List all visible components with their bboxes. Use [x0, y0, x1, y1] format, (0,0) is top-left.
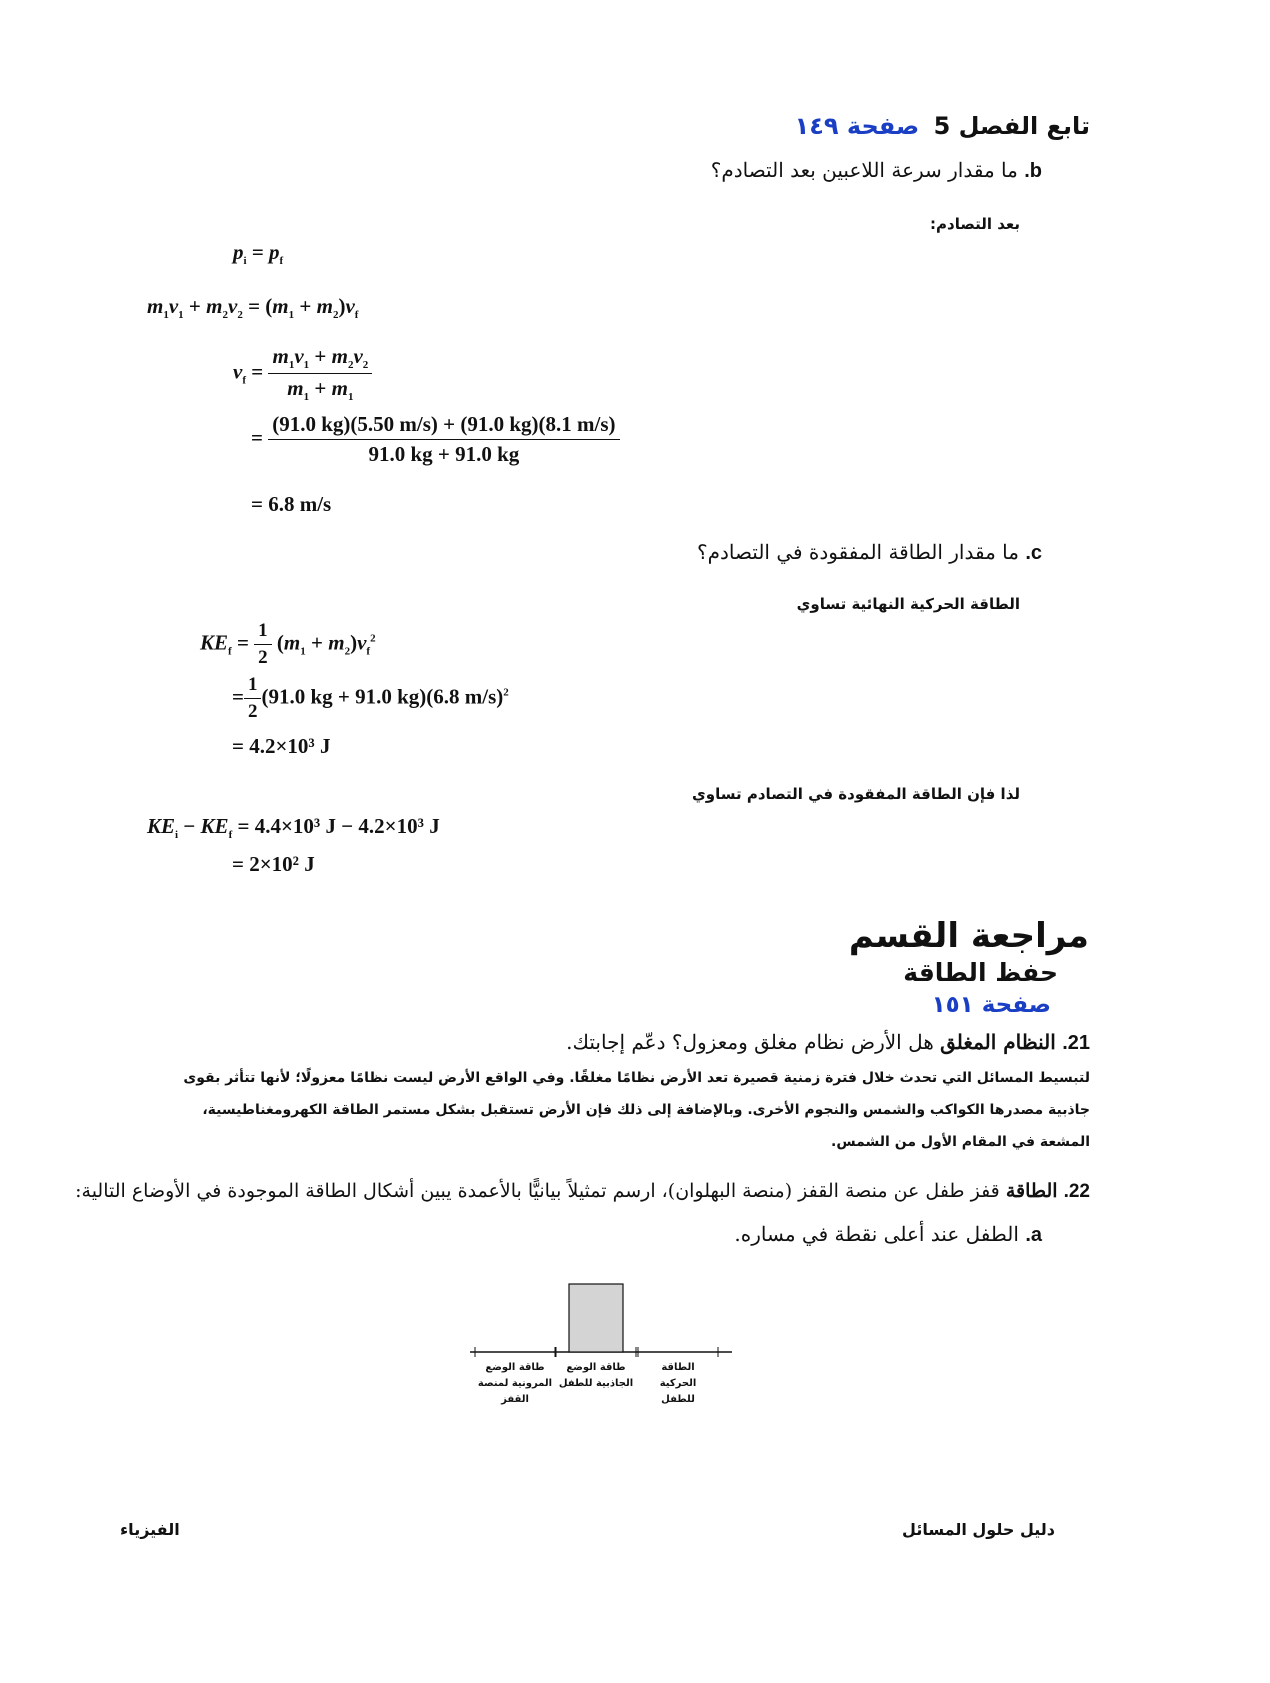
equation-momentum-expanded: $m_1v_1 + m_2v_2 = (m_1 + m_2)v_f$ [147, 294, 359, 322]
question-letter-c: c. [1025, 542, 1042, 564]
question-22 [75, 1180, 1090, 1203]
question-b-text: ما مقدار سرعة اللاعبين بعد التصادم؟ [710, 158, 1018, 182]
section-review-title: مراجعة القسم [848, 916, 1089, 956]
question-c-text: ما مقدار الطاقة المفقودة في التصادم؟ [696, 540, 1019, 564]
chart-category-label: المرونية لمنصة [477, 1378, 553, 1389]
question-22-text: قفز طفل عن منصة القفز (منصة البهلوان)، ارسم تمثيلاً بيانيًّا بالأعمدة يبين أشكال الطاقة الموجودة في الأوضاع التالية: [75, 1180, 1000, 1202]
chart-category-label: الجاذبية للطفل [558, 1378, 634, 1389]
question-22-keyword: الطاقة [1005, 1180, 1058, 1202]
equation-energy-lost: $KE_i - KE_f = 4.4\times 10^3$ J − 4.2×10³ J [147, 814, 440, 842]
chart-category-label: الطاقة [661, 1362, 695, 1373]
page-reference: صفحة ١٤٩ [794, 112, 920, 140]
question-22-part-a [342, 1222, 1042, 1247]
section-review-page-reference: صفحة ١٥١ [931, 992, 1051, 1018]
question-number-21: 21. [1062, 1032, 1090, 1054]
answer-c-label-final-ke: الطاقة الحركية النهائية تساوي [796, 595, 1020, 613]
energy-bar-chart [470, 1270, 790, 1430]
chart-category-label: القفز [501, 1394, 529, 1405]
vf-fraction: $\frac{m_1v_1 + m_2v_2}{m_1 + m_1}$ [268, 344, 372, 403]
equation-momentum-conservation: $p_i = p_f$ [233, 240, 284, 268]
answer-21-line-1: لتبسيط المسائل التي تحدث خلال فترة زمنية قصيرة تعد الأرض نظامًا مغلقًا. وفي الواقع الأرض ليست نظامًا معزولًا؛ لأنها تتأثر بقوى [183, 1070, 1090, 1086]
question-21-text: هل الأرض نظام مغلق ومعزول؟ دعّم إجابتك. [566, 1030, 934, 1054]
answer-21-line-3: المشعة في المقام الأول من الشمس. [831, 1134, 1090, 1150]
section-review-subtitle: حفظ الطاقة [903, 958, 1058, 987]
equation-energy-lost-result: = 2×10² J [232, 852, 315, 876]
footer-subject: الفيزياء [120, 1520, 180, 1539]
question-letter-a: a. [1025, 1224, 1042, 1246]
equation-vf-substituted: = $\frac{(91.0 kg)(5.50 m/s) + (91.0 kg)(8.1 m/s)}{91.0 kg + 91.0 kg}$ [251, 412, 620, 467]
question-22-part-a-text: الطفل عند أعلى نقطة في مساره. [734, 1222, 1019, 1246]
question-number-22: 22. [1063, 1181, 1090, 1202]
question-letter-b: b. [1024, 160, 1042, 182]
vf-substitution-fraction: $\frac{(91.0 kg)(5.50 m/s) + (91.0 kg)(8.1 m/s)}{91.0 kg + 91.0 kg}$ [268, 412, 619, 467]
footer-guide-title: دليل حلول المسائل [902, 1520, 1055, 1539]
equation-ke-result: = 4.2×10³ J [232, 734, 331, 758]
chapter-title: تابع الفصل 5 [933, 112, 1090, 140]
equation-vf-result: = 6.8 m/s [251, 492, 332, 516]
equation-ke-substituted: = $\frac{1}{2}$ (91.0 kg + 91.0 kg)(6.8 m/s)$^2$ [232, 674, 509, 722]
question-21 [130, 1030, 1090, 1055]
question-b [342, 158, 1042, 183]
equation-vf-formula: $v_f$ = $\frac{m_1v_1 + m_2v_2}{m_1 + m_1}$ [233, 344, 372, 403]
chart-bar [569, 1284, 623, 1352]
question-21-keyword: النظام المغلق [940, 1030, 1056, 1054]
chart-category-label: الحركية [659, 1378, 697, 1389]
answer-c-label-energy-lost: لذا فإن الطاقة المفقودة في التصادم تساوي [692, 785, 1020, 803]
page-header [795, 112, 1090, 140]
answer-21-line-2: جاذبية مصدرها الكواكب والشمس والنجوم الأخرى. وبالإضافة إلى ذلك فإن الأرض تستقبل بشكل مستمر الطاقة الكهرومغناطيسية، [202, 1102, 1090, 1118]
chart-category-label: طاقة الوضع [485, 1362, 545, 1373]
chart-category-label: طاقة الوضع [566, 1362, 626, 1373]
answer-b-label: بعد التصادم: [930, 215, 1020, 233]
question-c [342, 540, 1042, 565]
chart-category-label: للطفل [661, 1394, 695, 1405]
equation-ke-final: $KE_f$ = $\frac{1}{2}$ $(m_1 + m_2)v_f^2$ [200, 620, 376, 668]
answer-21 [90, 1062, 1090, 1158]
